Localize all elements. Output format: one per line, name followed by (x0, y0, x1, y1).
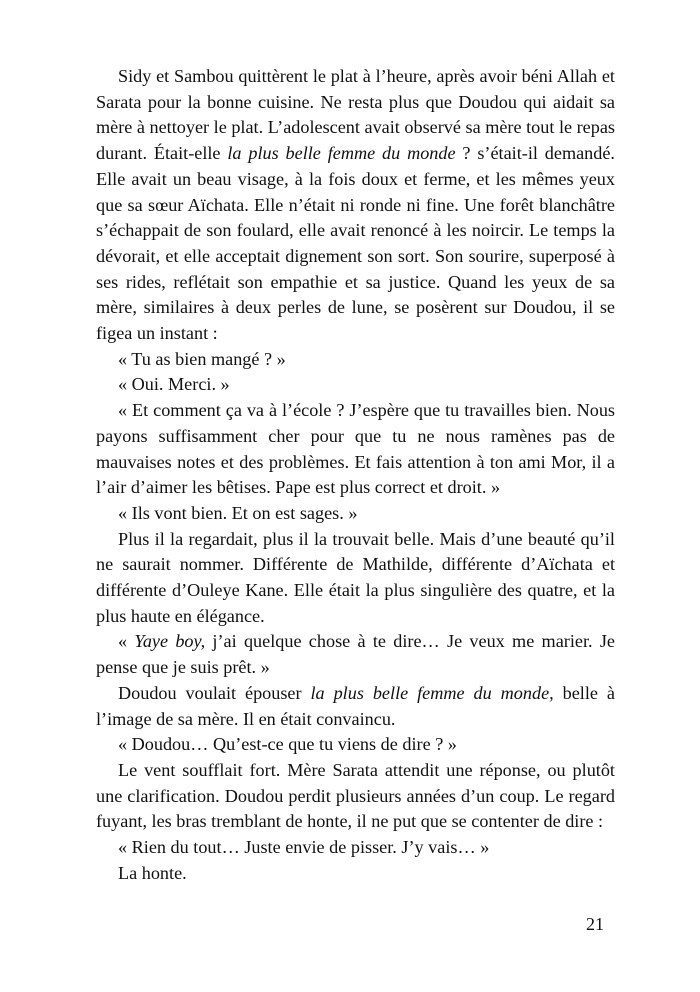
paragraph (96, 527, 615, 630)
text-run: « Ils vont bien. Et on est sages. » (118, 502, 358, 523)
paragraph (96, 861, 615, 887)
paragraph (96, 64, 615, 347)
paragraph (96, 398, 615, 501)
paragraph (96, 347, 615, 373)
text-run: « Et comment ça va à l’école ? J’espère que tu travailles bien. Nous payons suffisamment cher pour que tu ne nous ramènes pas de mauvaises notes et des problèmes. Et fais attention à ton ami Mor, il a l’air d’aimer les bêtises. Pape est plus correct et droit. » (96, 400, 615, 498)
text-run: Plus il la regardait, plus il la trouvait belle. Mais d’une beauté qu’il ne saurait nommer. Différente de Mathilde, différente d’Aïchata et différente d’Ouleye Kane. Elle était la plus singulière des quatre, et la plus haute en élégance. (96, 528, 615, 626)
text-run: « Doudou… Qu’est-ce que tu viens de dire ? » (118, 734, 457, 755)
italic-run: la plus belle femme du monde (227, 143, 456, 164)
page-number: 21 (586, 914, 604, 934)
paragraph (96, 629, 615, 680)
paragraph (96, 835, 615, 861)
text-run: « Tu as bien mangé ? » (118, 348, 286, 369)
text-run: « Oui. Merci. » (118, 374, 230, 395)
paragraph (96, 372, 615, 398)
text-run: Sidy et Sambou quittèrent le plat à l’heure, après avoir béni Allah et Sarata pour la bonne cuisine. Ne resta plus que Doudou qui aidait sa mère à nettoyer le plat. L’adolescent avait observé sa mère tout le repas durant. Était-elle (96, 66, 615, 164)
body-text (96, 64, 615, 887)
text-run: La honte. (118, 862, 187, 883)
paragraph (96, 732, 615, 758)
text-run: « (118, 631, 135, 652)
text-run: belle à l’image de sa mère. Il en était convaincu. (96, 682, 615, 729)
text-run: Le vent soufflait fort. Mère Sarata attendit une réponse, ou plutôt une clarification. Doudou perdit plusieurs années d’un coup. Le regard fuyant, les bras tremblant de honte, il ne put que se contenter de dire : (96, 759, 615, 832)
paragraph (96, 501, 615, 527)
text-run: Doudou voulait épouser (118, 682, 311, 703)
italic-run: la plus belle femme du monde, (310, 682, 554, 703)
text-run: j’ai quelque chose à te dire… Je veux me marier. Je pense que je suis prêt. » (96, 631, 615, 678)
paragraph (96, 681, 615, 732)
italic-run: Yaye boy, (134, 631, 206, 652)
paragraph (96, 758, 615, 835)
text-run: « Rien du tout… Juste envie de pisser. J’y vais… » (118, 837, 490, 858)
text-run: ? s’était-il demandé. Elle avait un beau visage, à la fois doux et ferme, et les mêmes yeux que sa sœur Aïchata. Elle n’était ni ronde ni fine. Une forêt blanchâtre s’échappait de son foulard, elle avait renoncé à les noircir. Le temps la dévorait, et elle acceptait dignement son sort. Son sourire, superposé à ses rides, reflétait son empathie et sa justice. Quand les yeux de sa mère, similaires à deux perles de lune, se posèrent sur Doudou, il se figea un instant : (96, 143, 615, 344)
